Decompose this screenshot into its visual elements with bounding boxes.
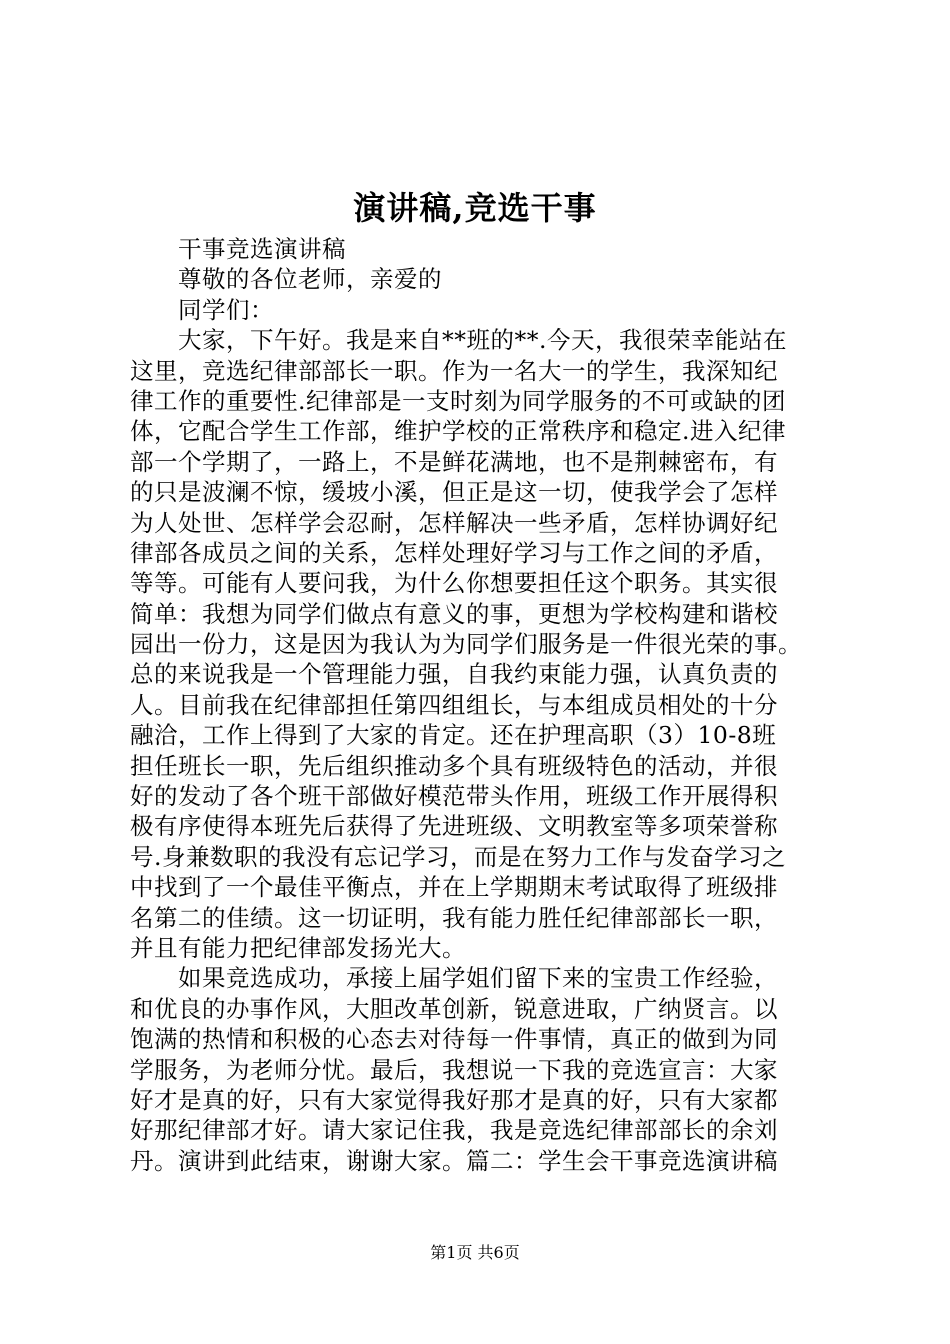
text-line: 简单：我想为同学们做点有意义的事，更想为学校构建和谐校	[130, 599, 778, 628]
text-line: 和优良的办事作风，大胆改革创新，锐意进取，广纳贤言。以	[130, 994, 778, 1023]
text-line: 学服务，为老师分忧。最后，我想说一下我的竞选宣言：大家	[130, 1055, 778, 1084]
text-line: 总的来说我是一个管理能力强，自我约束能力强，认真负责的	[130, 660, 778, 689]
text-line: 好的发动了各个班干部做好模范带头作用，班级工作开展得积	[130, 782, 778, 811]
document-title: 演讲稿,竞选干事	[353, 189, 597, 227]
text-line: 的只是波澜不惊，缓坡小溪，但正是这一切，使我学会了怎样	[130, 478, 778, 507]
text-line: 体，它配合学生工作部，维护学校的正常秩序和稳定.进入纪律	[130, 417, 786, 446]
text-line: 部一个学期了，一路上，不是鲜花满地，也不是荆棘密布，有	[130, 447, 778, 476]
text-line: 同学们：	[178, 295, 274, 324]
text-line: 饱满的热情和积极的心态去对待每一件事情，真正的做到为同	[130, 1025, 778, 1054]
text-line: 担任班长一职，先后组织推动多个具有班级特色的活动，并很	[130, 751, 778, 780]
text-line: 为人处世、怎样学会忍耐，怎样解决一些矛盾，怎样协调好纪	[130, 508, 778, 537]
document-body	[130, 234, 840, 1176]
text-line: 人。目前我在纪律部担任第四组组长，与本组成员相处的十分	[130, 690, 778, 719]
text-line: 并且有能力把纪律部发扬光大。	[130, 933, 466, 962]
text-line: 干事竞选演讲稿	[178, 235, 346, 263]
text-line: 如果竞选成功，承接上届学姐们留下来的宝贵工作经验，	[178, 964, 778, 993]
text-line: 好那纪律部才好。请大家记住我，我是竞选纪律部部长的余刘	[130, 1116, 778, 1145]
text-line: 律部各成员之间的关系，怎样处理好学习与工作之间的矛盾，	[130, 538, 778, 567]
text-line: 园出一份力，这是因为我认为为同学们服务是一件很光荣的事。	[130, 630, 802, 659]
text-line: 这里，竞选纪律部部长一职。作为一名大一的学生，我深知纪	[130, 356, 778, 385]
text-line: 融洽，工作上得到了大家的肯定。还在护理高职（3）10-8班	[130, 721, 777, 750]
text-line: 尊敬的各位老师，亲爱的	[178, 265, 442, 294]
text-line: 号.身兼数职的我没有忘记学习，而是在努力工作与发奋学习之	[130, 842, 786, 871]
text-line: 等等。可能有人要问我，为什么你想要担任这个职务。其实很	[130, 569, 778, 598]
page-footer: 第1页 共6页	[430, 1243, 520, 1262]
text-line: 极有序使得本班先后获得了先进班级、文明教室等多项荣誉称	[130, 812, 778, 841]
text-line: 名第二的佳绩。这一切证明，我有能力胜任纪律部部长一职，	[130, 903, 778, 932]
text-line: 律工作的重要性.纪律部是一支时刻为同学服务的不可或缺的团	[130, 386, 786, 415]
text-line: 中找到了一个最佳平衡点，并在上学期期末考试取得了班级排	[130, 873, 778, 902]
text-line: 大家，下午好。我是来自**班的**.今天，我很荣幸能站在	[178, 326, 787, 355]
text-line: 丹。演讲到此结束，谢谢大家。篇二：学生会干事竞选演讲稿	[130, 1146, 778, 1175]
text-line: 好才是真的好，只有大家觉得我好那才是真的好，只有大家都	[130, 1085, 778, 1114]
